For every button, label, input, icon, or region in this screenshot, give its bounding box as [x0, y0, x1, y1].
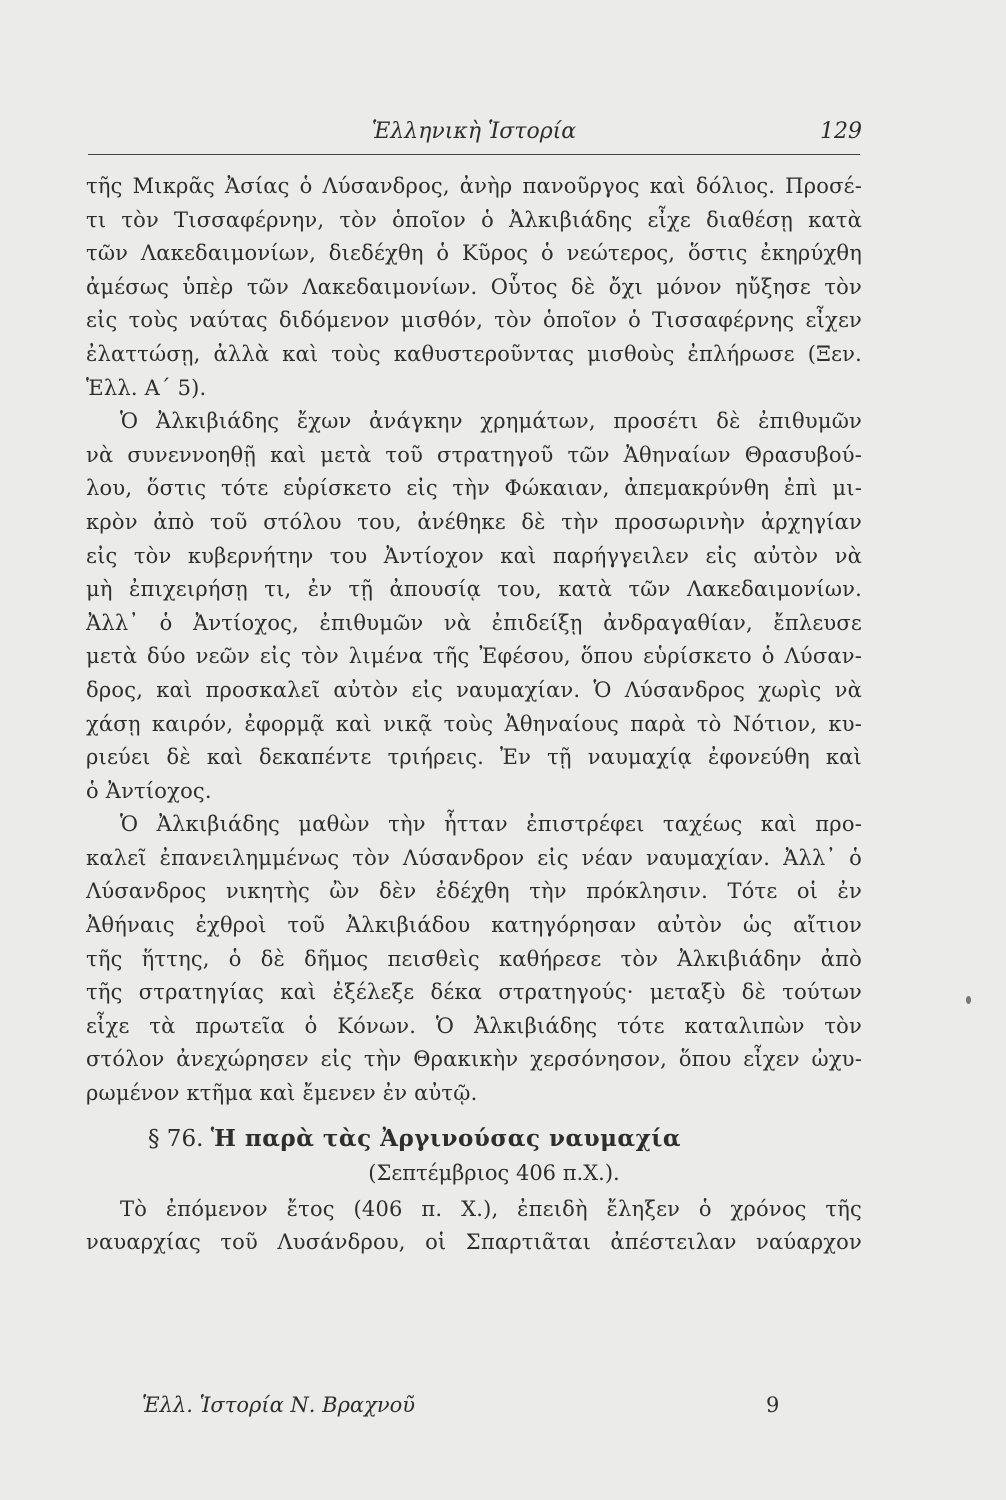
text-line: καλεῖ ἐπανειλημμένως τὸν Λύσανδρον εἰς νέαν ναυμαχίαν. Ἀλλ᾽ ὁ [86, 845, 862, 870]
section-heading [86, 1121, 862, 1157]
text-line: νὰ συνεννοηθῇ καὶ μετὰ τοῦ στρατηγοῦ τῶν Ἀθηναίων Θρασυβού- [86, 442, 862, 467]
header-rule [88, 154, 860, 155]
page-body [86, 170, 862, 1260]
text-line: Ἀλλ᾽ ὁ Ἀντίοχος, ἐπιθυμῶν νὰ ἐπιδείξῃ ἀνδραγαθίαν, ἔπλευσε [86, 610, 862, 635]
text-line: τῆς Μικρᾶς Ἀσίας ὁ Λύσανδρος, ἀνὴρ πανοῦργος καὶ δόλιος. Προσέ- [86, 174, 862, 198]
text-line: ὁ Ἀντίοχος. [86, 778, 212, 803]
section-subtitle: (Σεπτέμβριος 406 π.Χ.). [368, 1160, 620, 1185]
paragraph-1 [86, 170, 862, 405]
text-line: τῆς στρατηγίας καὶ ἐξέλεξε δέκα στρατηγούς· μεταξὺ δὲ τούτων [86, 980, 862, 1005]
text-line: εἶχε τὰ πρωτεῖα ὁ Κόνων. Ὁ Ἀλκιβιάδης τότε καταλιπὼν τὸν [86, 1013, 862, 1038]
paragraph-2 [86, 405, 862, 808]
running-header [86, 112, 862, 152]
text-line: Ἀθήναις ἐχθροὶ τοῦ Ἀλκιβιάδου κατηγόρησαν αὐτὸν ὡς αἴτιον [86, 913, 862, 938]
text-line: Ὁ Ἀλκιβιάδης ἔχων ἀνάγκην χρημάτων, προσέτι δὲ ἐπιθυμῶν [120, 409, 862, 434]
text-line: εἰς τοὺς ναύτας διδόμενον μισθόν, τὸν ὁποῖον ὁ Τισσαφέρνης εἶχεν [86, 308, 862, 333]
paragraph-4 [86, 1193, 862, 1260]
text-line: μετὰ δύο νεῶν εἰς τὸν λιμένα τῆς Ἐφέσου, ὅπου εὑρίσκετο ὁ Λύσαν- [86, 644, 862, 669]
page-footer [86, 1388, 862, 1422]
text-line: Τὸ ἐπόμενον ἔτος (406 π. Χ.), ἐπειδὴ ἔληξεν ὁ χρόνος τῆς [120, 1196, 862, 1221]
section-title: Ἡ παρὰ τὰς Ἀργινούσας ναυμαχία [210, 1124, 682, 1152]
footer-source: Ἑλλ. Ἱστορία Ν. Βραχνοῦ [142, 1393, 416, 1417]
text-line: ναυαρχίας τοῦ Λυσάνδρου, οἱ Σπαρτιᾶται ἀπέστειλαν ναύαρχον [86, 1230, 862, 1255]
section-number: § 76. [148, 1125, 204, 1152]
text-line: εἰς τὸν κυβερνήτην του Ἀντίοχον καὶ παρήγγειλεν εἰς αὐτὸν νὰ [86, 543, 862, 568]
running-title: Ἑλληνικὴ Ἱστορία [371, 119, 577, 144]
text-line: τι τὸν Τισσαφέρνην, τὸν ὁποῖον ὁ Ἀλκιβιάδης εἶχε διαθέσῃ κατὰ [86, 207, 862, 232]
text-line: Λύσανδρος νικητὴς ὢν δὲν ἐδέχθη τὴν πρόκλησιν. Τότε οἱ ἐν [86, 879, 862, 904]
text-line: ρωμένον κτῆμα καὶ ἔμενεν ἐν αὐτῷ. [86, 1081, 478, 1106]
text-line: δρος, καὶ προσκαλεῖ αὐτὸν εἰς ναυμαχίαν. Ὁ Λύσανδρος χωρὶς νὰ [86, 677, 862, 702]
page-number: 129 [820, 119, 862, 144]
text-line: στόλον ἀνεχώρησεν εἰς τὴν Θρακικὴν χερσόνησον, ὅπου εἶχεν ὠχυ- [86, 1047, 862, 1072]
text-line: τῆς ἥττης, ὁ δὲ δῆμος πεισθεὶς καθήρεσε τὸν Ἀλκιβιάδην ἀπὸ [86, 946, 862, 971]
paper-speck [966, 996, 971, 1004]
text-line: ἐλαττώσῃ, ἀλλὰ καὶ τοὺς καθυστεροῦντας μισθοὺς ἐπλήρωσε (Ξεν. [86, 341, 862, 366]
text-line: χάσῃ καιρόν, ἐφορμᾷ καὶ νικᾷ τοὺς Ἀθηναίους παρὰ τὸ Νότιον, κυ- [86, 711, 862, 736]
text-line: Ὁ Ἀλκιβιάδης μαθὼν τὴν ἧτταν ἐπιστρέφει ταχέως καὶ προ- [120, 812, 862, 837]
paragraph-3 [86, 808, 862, 1110]
text-line: ἀμέσως ὑπὲρ τῶν Λακεδαιμονίων. Οὗτος δὲ ὄχι μόνον ηὔξησε τὸν [86, 274, 862, 299]
text-line: κρὸν ἀπὸ τοῦ στόλου του, ἀνέθηκε δὲ τὴν προσωρινὴν ἀρχηγίαν [86, 509, 862, 534]
text-line: τῶν Λακεδαιμονίων, διεδέχθη ὁ Κῦρος ὁ νεώτερος, ὅστις ἐκηρύχθη [86, 241, 862, 266]
text-line: λου, ὅστις τότε εὑρίσκετο εἰς τὴν Φώκαιαν, ἀπεμακρύνθη ἐπὶ μι- [86, 476, 862, 501]
text-line: μὴ ἐπιχειρήσῃ τι, ἐν τῇ ἀπουσίᾳ του, κατὰ τῶν Λακεδαιμονίων. [86, 577, 862, 602]
text-line: Ἑλλ. Α΄ 5). [86, 375, 207, 400]
signature-mark: 9 [766, 1393, 780, 1417]
text-line: ριεύει δὲ καὶ δεκαπέντε τριήρεις. Ἐν τῇ ναυμαχίᾳ ἐφονεύθη καὶ [86, 745, 862, 770]
